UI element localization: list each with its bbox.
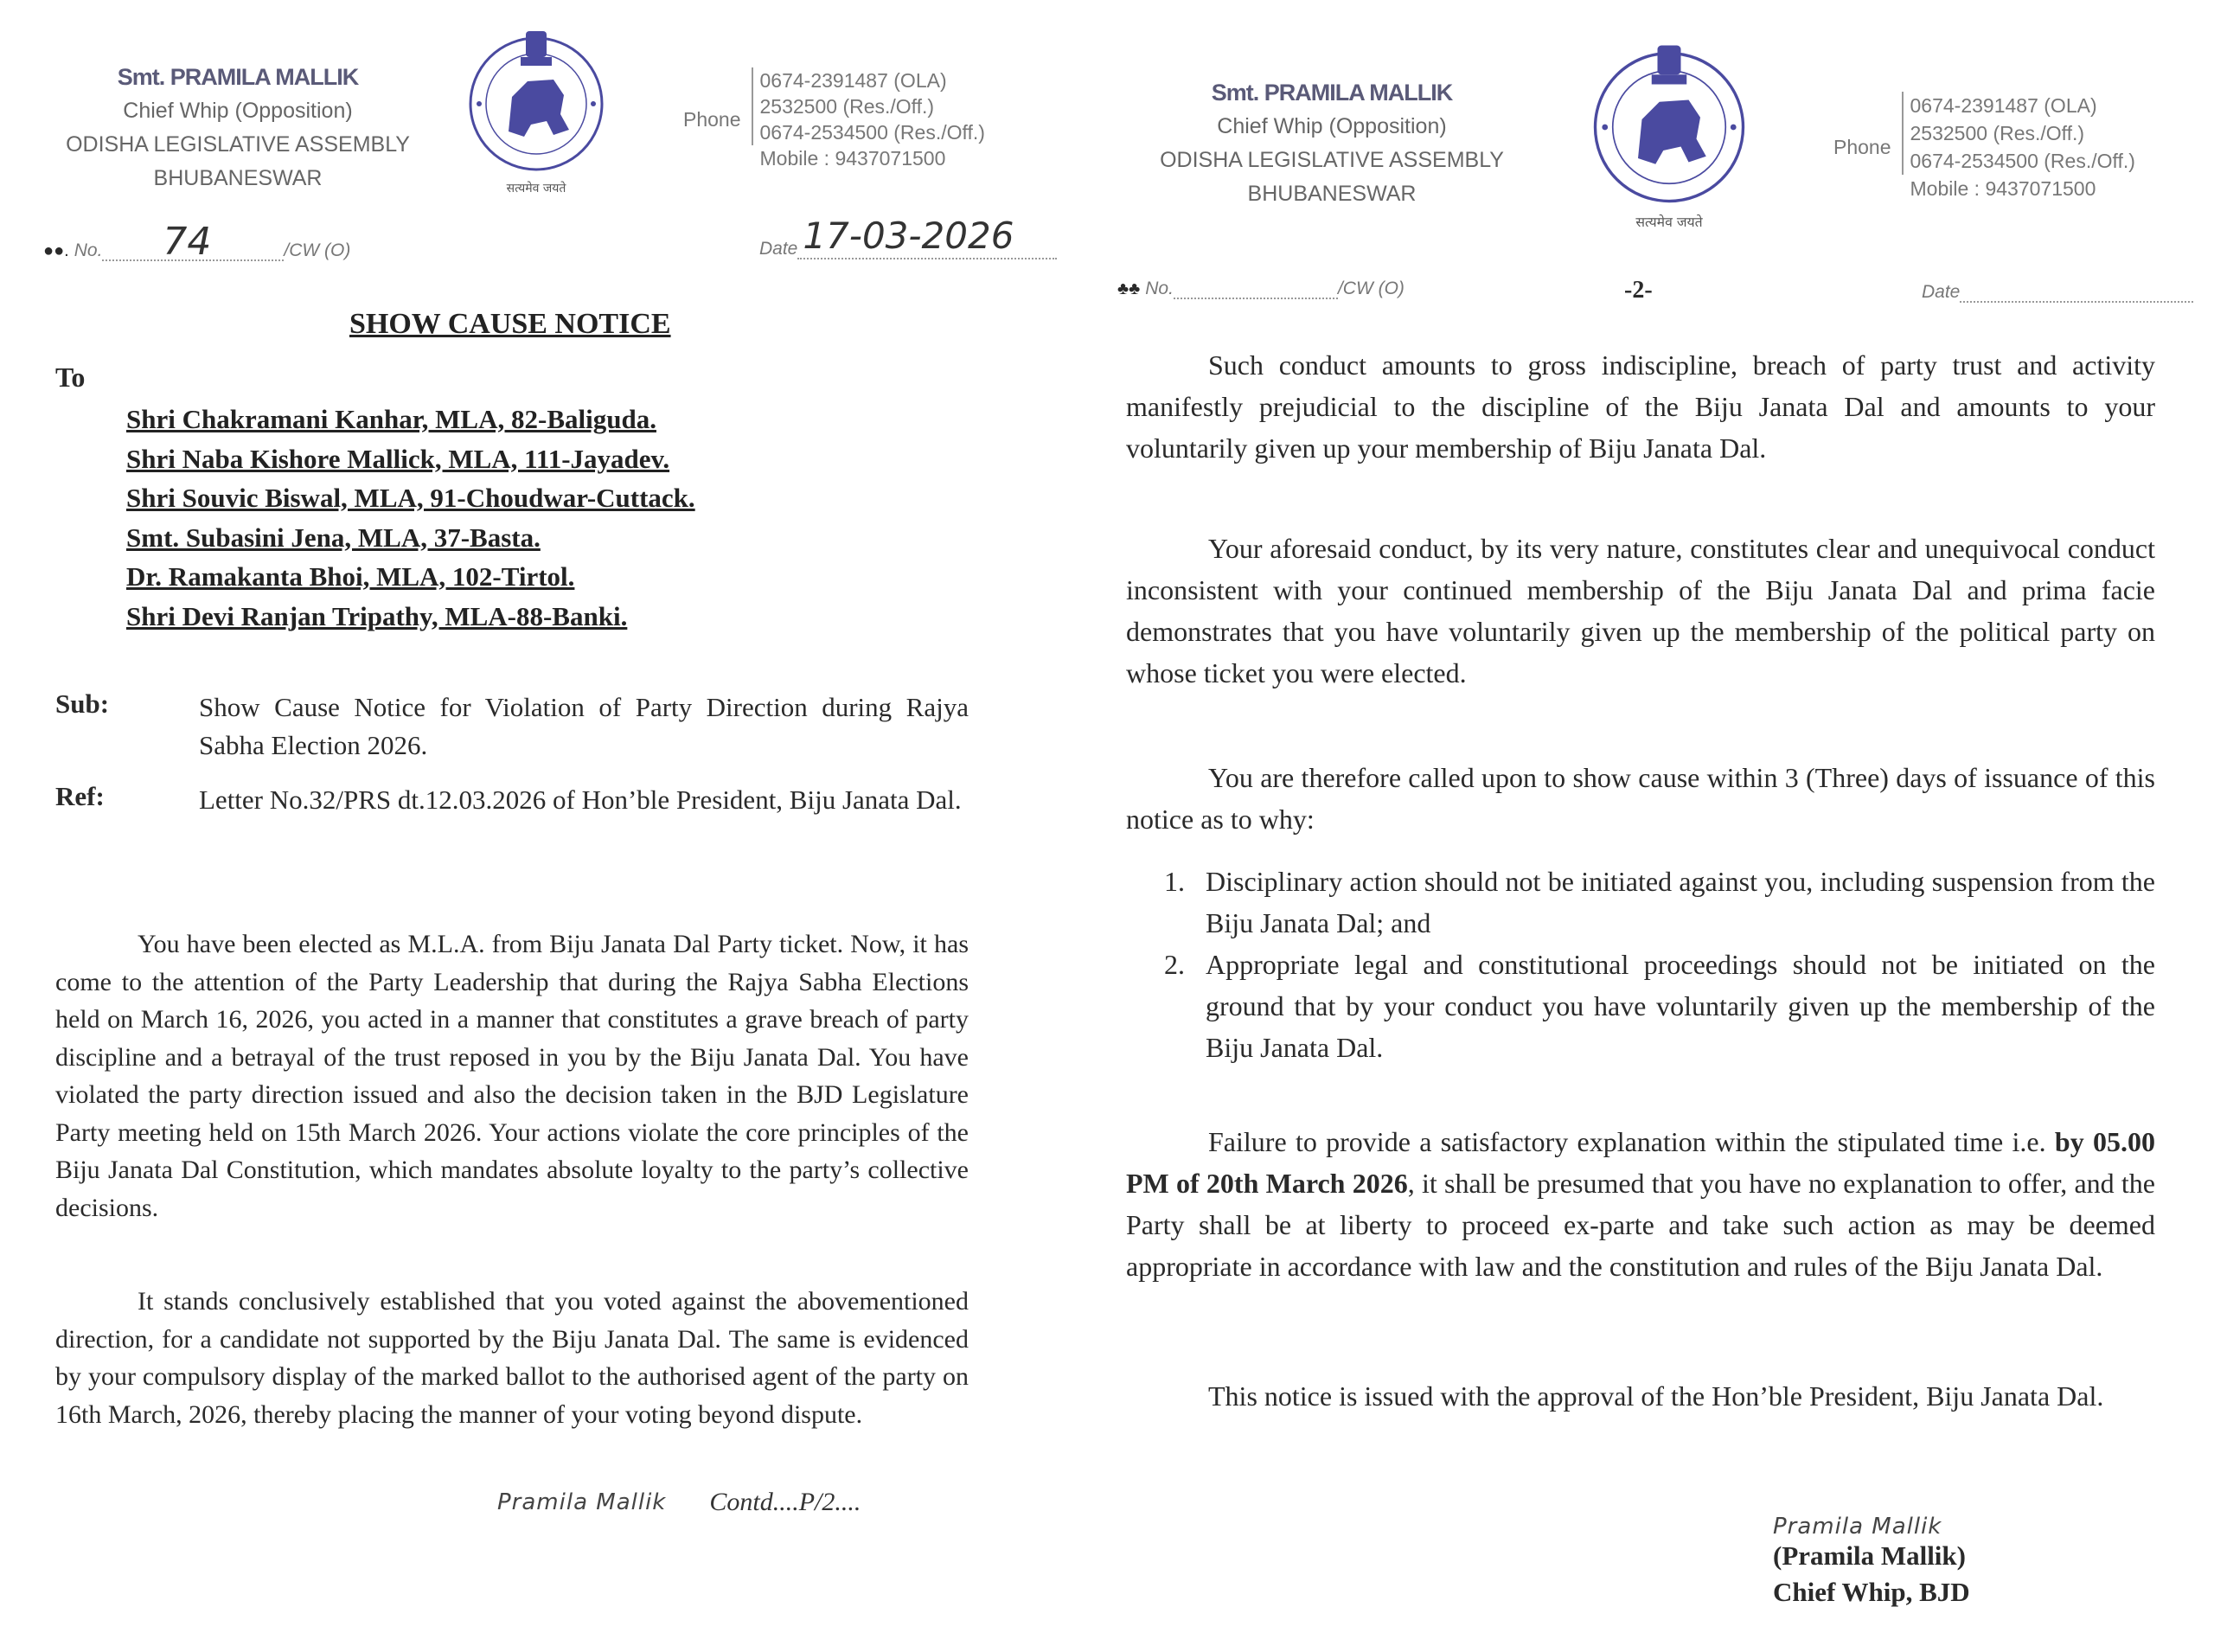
mobile-number: Mobile : 9437071500 (759, 147, 946, 170)
letterhead-name: Smt. PRAMILA MALLIK (1211, 80, 1453, 106)
phone-label: Phone (1833, 135, 1891, 158)
phone-number: 0674-2534500 (Res./Off.) (759, 121, 985, 144)
phone-list (752, 67, 985, 145)
list-number: 1. (1164, 866, 1185, 897)
reference-row (55, 781, 969, 819)
bullet-mark-icon: ♣♣ (1117, 279, 1141, 298)
continued-note: Contd....P/2.... (709, 1488, 861, 1516)
phone-number: 0674-2391487 (OLA) (759, 69, 947, 92)
phone-block (1833, 92, 2135, 202)
phone-number: 0674-2391487 (OLA) (1910, 94, 2097, 117)
paragraph: Such conduct amounts to gross indiscipline, breach of party trust and activity manifestly prejudicial to the discipline of the Biju Janata Dal and amounts to your voluntarily given up your membership of Biju Janata Dal. (1126, 349, 2155, 464)
deadline-text-pre: Failure to provide a satisfactory explanation within the stipulated time i.e. (1208, 1126, 2055, 1157)
reasons-list (1164, 861, 2155, 1068)
list-item (1164, 944, 2155, 1068)
reference-number-row (43, 220, 351, 264)
odisha-emblem-icon (1591, 42, 1747, 236)
reference-text: Letter No.32/PRS dt.12.03.2026 of Hon’ble President, Biju Janata Dal. (199, 784, 962, 815)
date-label: Date (759, 239, 798, 259)
letterhead-organization: ODISHA LEGISLATIVE ASSEMBLY (1160, 148, 1504, 172)
list-text: Disciplinary action should not be initiated against you, including suspension from the Biju Janata Dal; and (1206, 866, 2155, 938)
page-1 (0, 0, 1014, 1652)
addressee: Shri Naba Kishore Mallick, MLA, 111-Jayadev. (126, 443, 670, 474)
date-row (1922, 282, 2193, 303)
page1-footer (497, 1488, 861, 1517)
deadline-bold: by 05.00 PM of 20th March 2026 (1126, 1126, 2156, 1199)
phone-label: Phone (683, 107, 741, 131)
phone-block (683, 67, 985, 171)
addressee: Shri Devi Ranjan Tripathy, MLA-88-Banki. (126, 600, 628, 631)
subject-text: Show Cause Notice for Violation of Party Direction during Rajya Sabha Election 2026. (199, 692, 969, 760)
date-value: 17-03-2026 (803, 215, 1014, 257)
no-suffix: /CW (O) (284, 240, 351, 260)
paragraph: It stands conclusively established that you voted against the abovementioned direction, for a candidate not supported by the Biju Janata Dal. The same is evidenced by your compulsory display of the marked ballot to the authorised agent of the party on 16th March, 2026, thereby placing the manner of your voting beyond dispute. (55, 1287, 969, 1429)
no-label: No. (1145, 279, 1174, 298)
phone-number: 2532500 (Res./Off.) (759, 95, 935, 118)
subject-label: Sub: (55, 688, 110, 719)
letterhead-name: Smt. PRAMILA MALLIK (117, 64, 359, 90)
no-value: 74 (163, 220, 212, 264)
letterhead-city: BHUBANESWAR (1247, 182, 1417, 206)
bullet-mark-icon: ●●. (43, 241, 69, 260)
signature-block (1773, 1514, 1970, 1612)
reference-number-row (1117, 279, 1405, 299)
svg-text:सत्यमेव जयते: सत्यमेव जयते (1635, 213, 1703, 230)
letterhead-address (35, 61, 441, 195)
list-number: 2. (1164, 949, 1185, 980)
no-field (102, 220, 284, 264)
phone-number: 0674-2534500 (Res./Off.) (1910, 150, 2135, 172)
date-field (1960, 282, 2193, 303)
addressee-list (126, 400, 695, 636)
date-row (759, 215, 1057, 259)
date-field (797, 215, 1057, 259)
subject-row (55, 688, 969, 764)
paragraph-deadline (1126, 1121, 2155, 1287)
addressee: Shri Souvic Biswal, MLA, 91-Choudwar-Cuttack. (126, 483, 695, 513)
state-emblem (1591, 42, 1747, 240)
letterhead-designation: Chief Whip (Opposition) (1217, 114, 1447, 138)
reference-label: Ref: (55, 781, 105, 811)
letterhead-organization: ODISHA LEGISLATIVE ASSEMBLY (66, 132, 410, 157)
no-suffix: /CW (O) (1337, 279, 1405, 298)
to-label: To (55, 362, 86, 393)
paragraph-approval: This notice is issued with the approval of the Hon’ble President, Biju Janata Dal. (1208, 1380, 2104, 1412)
paragraph: You have been elected as M.L.A. from Biju Janata Dal Party ticket. Now, it has come to the attention of the Party Leadership that during the Rajya Sabha Elections held on March 16, 2026, you acted in a manner that constitutes a grave breach of party discipline and a betrayal of the trust reposed in you by the Biju Janata Dal. You have violated the party direction issued and also the decision taken in the BJD Legislature Party meeting held on 15th March 2026. Your actions violate the core principles of the Biju Janata Dal Constitution, which mandates absolute loyalty to the party’s collective decisions. (55, 930, 969, 1222)
mobile-number: Mobile : 9437071500 (1910, 177, 2096, 200)
addressee: Smt. Subasini Jena, MLA, 37-Basta. (126, 522, 541, 553)
list-item (1164, 861, 2155, 944)
letterhead-designation: Chief Whip (Opposition) (123, 99, 353, 123)
page-title: SHOW CAUSE NOTICE (349, 308, 671, 340)
page-2 (1107, 0, 2214, 1652)
no-field (1174, 279, 1338, 299)
signature: Pramila Mallik (1773, 1514, 1942, 1540)
signature: Pramila Mallik (497, 1489, 667, 1515)
date-label: Date (1922, 282, 1961, 302)
deadline-text-post: , it shall be presumed that you have no explanation to offer, and the Party shall be at liberty to proceed ex-parte and take such action as may be deemed appropriate in accordance with law and the constitution and rules of the Biju Janata Dal. (1126, 1168, 2156, 1282)
svg-text:सत्यमेव जयते: सत्यमेव जयते (506, 182, 566, 195)
paragraph: You are therefore called upon to show cause within 3 (Three) days of issuance of this notice as to why: (1126, 762, 2155, 835)
signatory-name: (Pramila Mallik) (1773, 1540, 1966, 1571)
letterhead-address (1107, 76, 1557, 211)
state-emblem (467, 28, 605, 205)
phone-number: 2532500 (Res./Off.) (1910, 122, 2085, 144)
letterhead-city: BHUBANESWAR (153, 166, 323, 190)
phone-list (1902, 92, 2135, 175)
page-number: -2- (1624, 277, 1653, 304)
list-text: Appropriate legal and constitutional proceedings should not be initiated on the ground that by your conduct you have voluntarily given up the membership of the Biju Janata Dal. (1206, 949, 2155, 1063)
addressee: Dr. Ramakanta Bhoi, MLA, 102-Tirtol. (126, 561, 575, 592)
addressee: Shri Chakramani Kanhar, MLA, 82-Baliguda. (126, 404, 656, 434)
paragraph: Your aforesaid conduct, by its very nature, constitutes clear and unequivocal conduct inconsistent with your continued membership of the Biju Janata Dal and prima facie demonstrates that you have voluntarily given up the membership of the political party on whose ticket you were elected. (1126, 533, 2155, 688)
signatory-title: Chief Whip, BJD (1773, 1577, 1970, 1607)
odisha-emblem-icon (467, 28, 605, 201)
no-label: No. (74, 240, 103, 260)
